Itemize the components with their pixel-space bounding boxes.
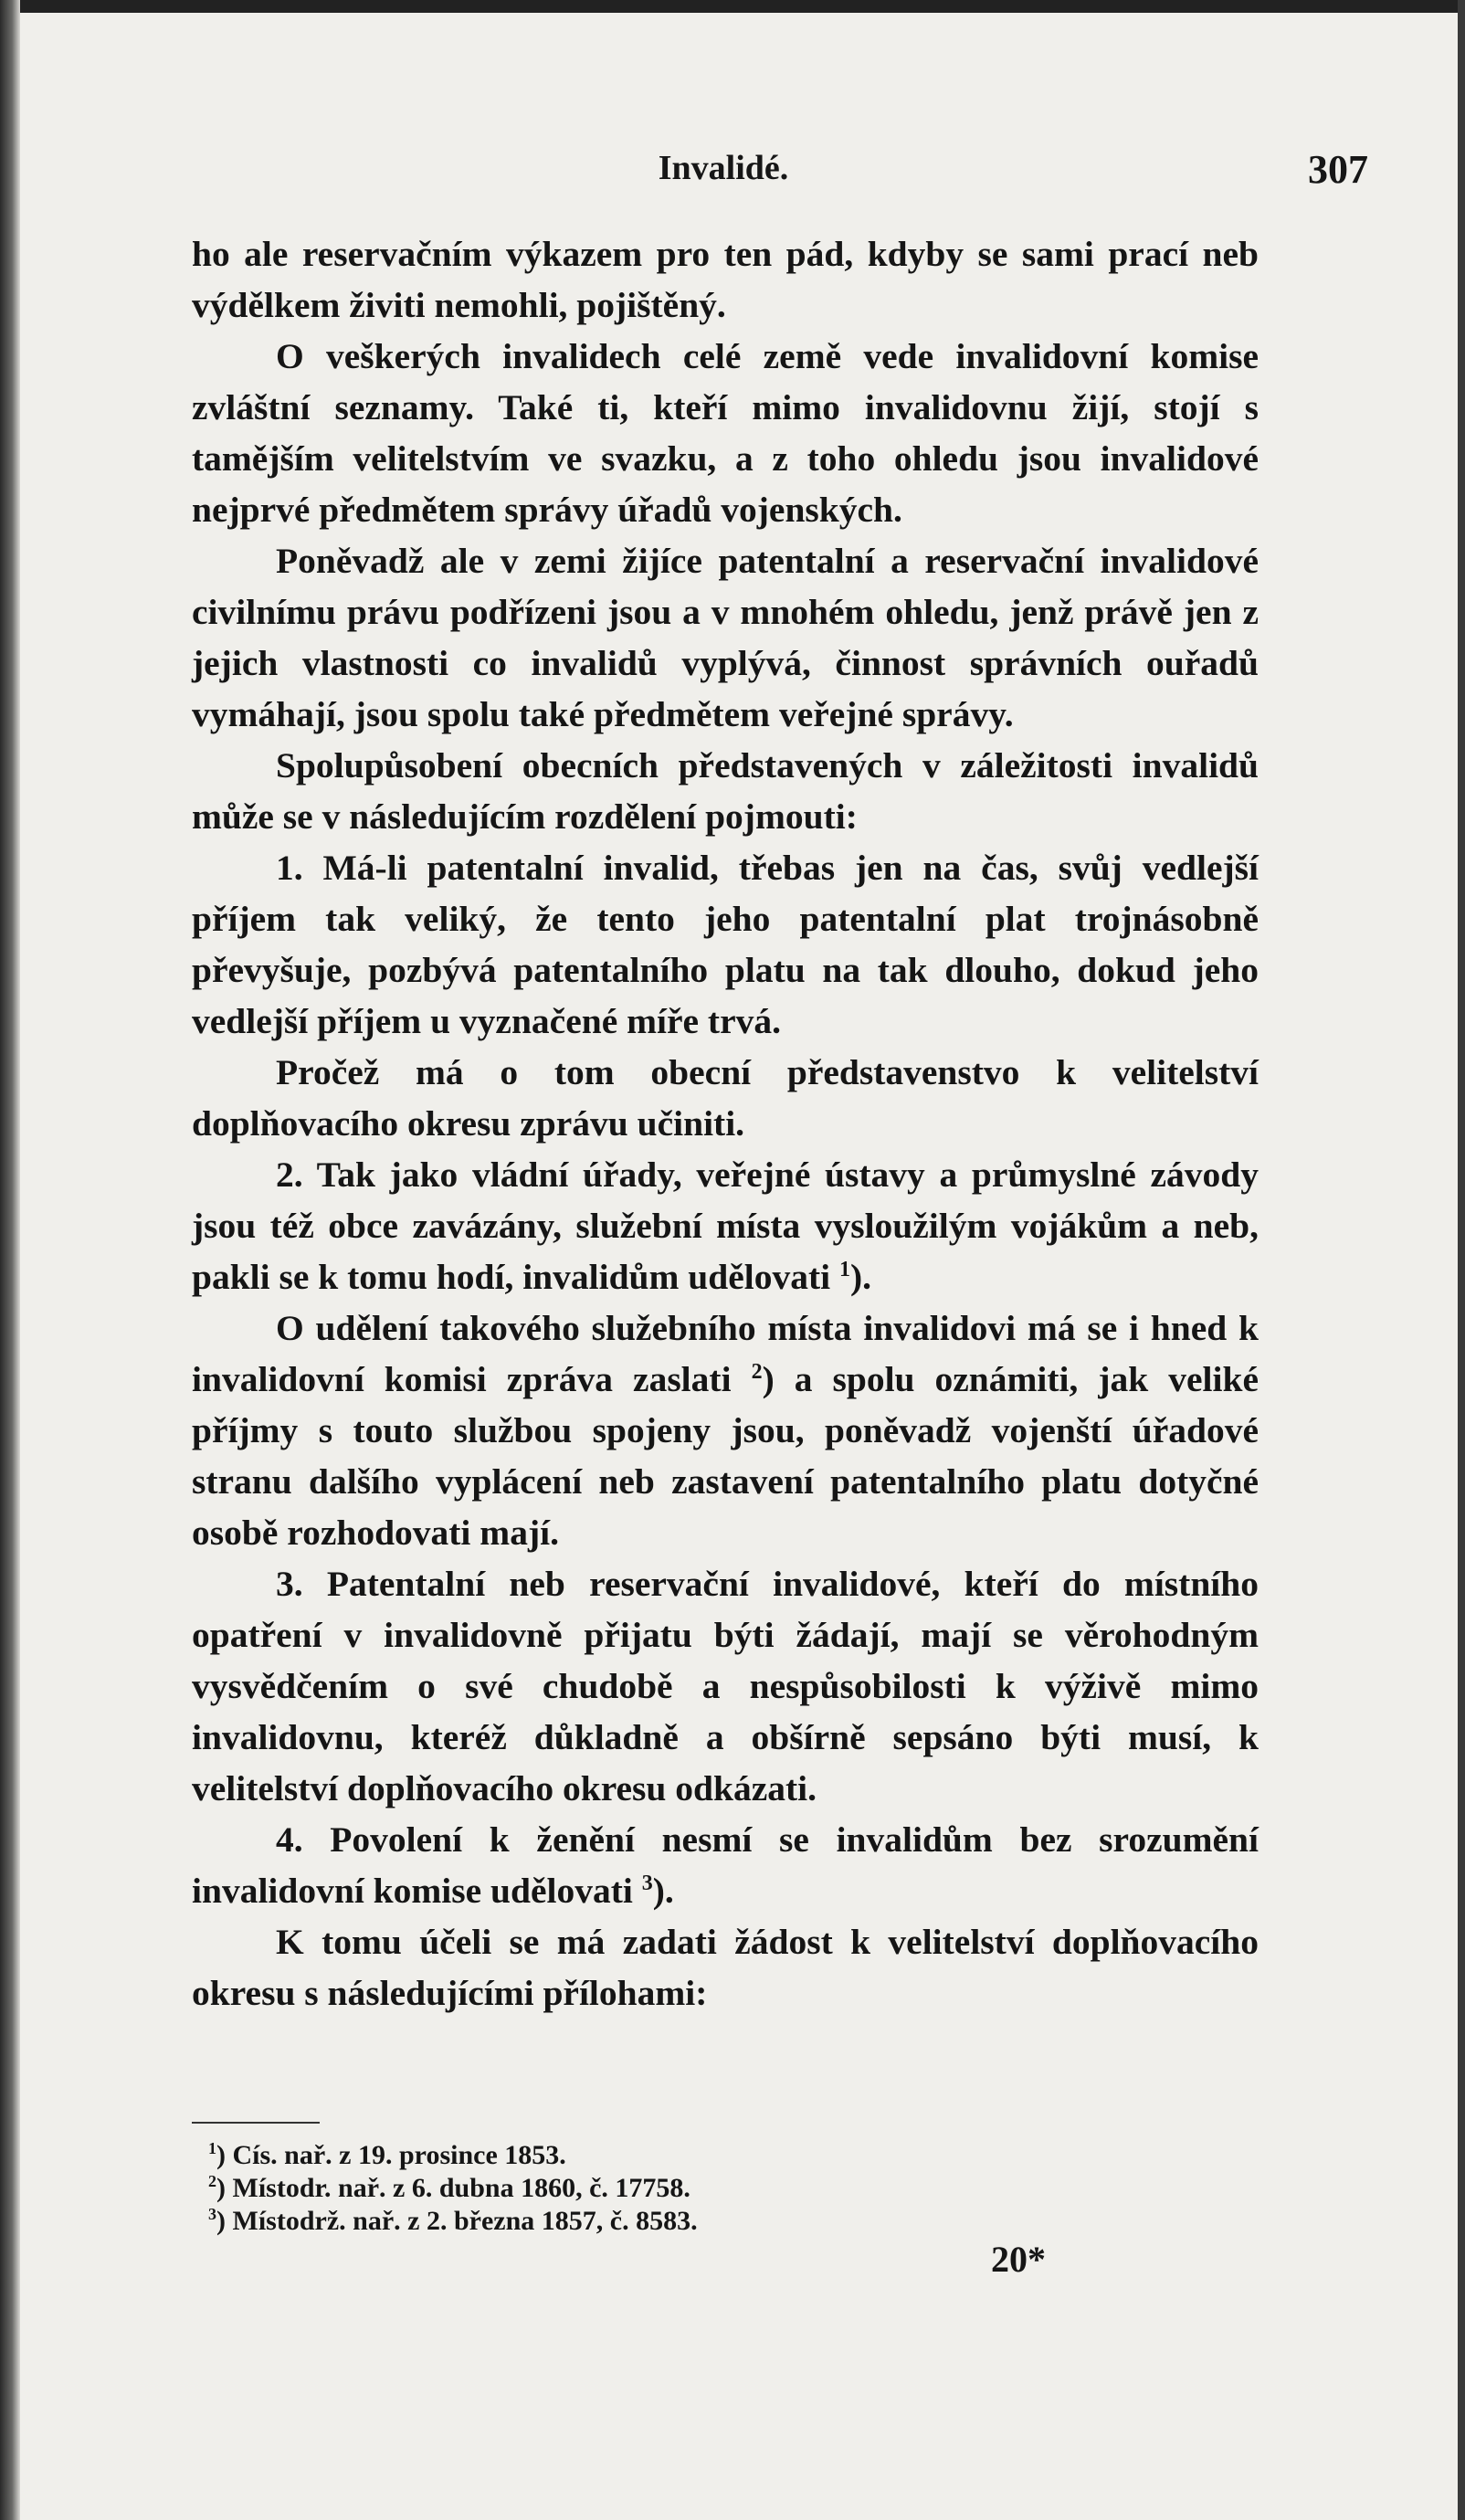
paragraph-9-text: 4. Povolení k ženění nesmí se invalidům bez srozumění invalidovní komise udělovati (192, 1819, 1259, 1911)
scan-edge-top (0, 0, 1465, 13)
paragraph-0: ho ale reservačním výkazem pro ten pád, kdyby se sami prací neb výdělkem živiti nemohli, pojištěný. (192, 234, 1259, 325)
footnote-1-text: Cís. nař. z 19. prosince 1853. (232, 2140, 566, 2170)
footnote-1-mark: 1 (208, 2139, 216, 2157)
paragraph-5: Pročež má o tom obecní představenstvo k velitelství doplňovacího okresu zprávu učiniti. (192, 1052, 1259, 1144)
paragraph-9-end: . (664, 1871, 674, 1911)
paragraph-8: 3. Patentalní neb reservační invalidové, kteří do místního opatření v invalidovně přijatu býti žádají, mají se věrohodným vysvědčením o své chudobě a nespůsobilosti k výživě mimo invalidovnu, kteréž důkladně a obšírně sepsáno býti musí, k velitelství doplňovacího okresu odkázati. (192, 1564, 1259, 1808)
footnote-3-paren: ) (216, 2206, 226, 2236)
paragraph-6 (192, 1149, 1259, 1302)
footnote-3-text: Místodrž. nař. z 2. března 1857, č. 8583. (232, 2206, 698, 2236)
footnote-1 (208, 2139, 1030, 2172)
paragraph-6-end: . (862, 1257, 872, 1297)
footnote-rule (192, 2122, 320, 2124)
footnote-3 (208, 2205, 1030, 2238)
body-text (192, 228, 1259, 2019)
paragraph-7-text: O udělení takového služebního místa invalidovi má se i hned k invalidovní komisi zpráva zaslati (192, 1308, 1259, 1399)
running-title: Invalidé. (658, 149, 789, 187)
footnote-ref-2-paren: ) (762, 1359, 775, 1399)
paragraph-1: O veškerých invalidech celé země vede invalidovní komise zvláštní seznamy. Také ti, kteří mimo invalidovnu žijí, stojí s tamějším velitelstvím ve svazku, a z toho ohledu jsou invalidové nejprvé předmětem správy úřadů vojenských. (192, 336, 1259, 530)
footnote-ref-2: 2 (751, 1359, 763, 1384)
paragraph-7-tail: a spolu oznámiti, jak veliké příjmy s touto službou spojeny jsou, poněvadž vojenští úřadové stranu dalšího vyplácení neb zastavení patentalního platu dotyčné osobě rozhodovati mají. (192, 1359, 1259, 1553)
footnote-2-mark: 2 (208, 2172, 216, 2190)
footnote-ref-3: 3 (641, 1871, 653, 1895)
paragraph-4: 1. Má-li patentalní invalid, třebas jen na čas, svůj vedlejší příjem tak veliký, že tento jeho patentalní plat trojnásobně převyšuje, pozbývá patentalního platu na tak dlouho, dokud jeho vedlejší příjem u vyznačené míře trvá. (192, 848, 1259, 1041)
footnote-ref-3-paren: ) (652, 1871, 665, 1911)
footnote-ref-1-paren: ) (850, 1257, 863, 1297)
footnotes (208, 2139, 1030, 2238)
printer-signature: 20* (991, 2239, 1046, 2280)
paragraph-7 (192, 1302, 1259, 1558)
paragraph-2: Poněvadž ale v zemi žijíce patentalní a reservační invalidové civilnímu právu podřízeni jsou a v mnohém ohledu, jenž právě jen z jejich vlastnosti co invalidů vyplývá, činnost správních ouřadů vymáhají, jsou spolu také předmětem veřejné správy. (192, 541, 1259, 734)
paragraph-6-text: 2. Tak jako vládní úřady, veřejné ústavy a průmyslné závody jsou též obce zavázány, služební místa vysloužilým vojákům a neb, pakli se k tomu hodí, invalidům udělovati (192, 1155, 1259, 1297)
footnote-ref-1: 1 (839, 1257, 850, 1281)
footnote-2-paren: ) (216, 2173, 226, 2203)
footnote-2-text: Místodr. nař. z 6. dubna 1860, č. 17758. (232, 2173, 690, 2203)
footnote-2 (208, 2172, 1030, 2205)
scan-edge-right (1458, 0, 1465, 2520)
running-header (192, 147, 1368, 203)
paragraph-3: Spolupůsobení obecních představených v záležitosti invalidů může se v následujícím rozdělení pojmouti: (192, 745, 1259, 837)
scan-edge-left (0, 0, 20, 2520)
footnote-3-mark: 3 (208, 2205, 216, 2223)
footnote-1-paren: ) (216, 2140, 226, 2170)
paragraph-9 (192, 1814, 1259, 1916)
page-number: 307 (1308, 147, 1368, 192)
paragraph-10: K tomu účeli se má zadati žádost k velitelství doplňovacího okresu s následujícími přílohami: (192, 1922, 1259, 2013)
